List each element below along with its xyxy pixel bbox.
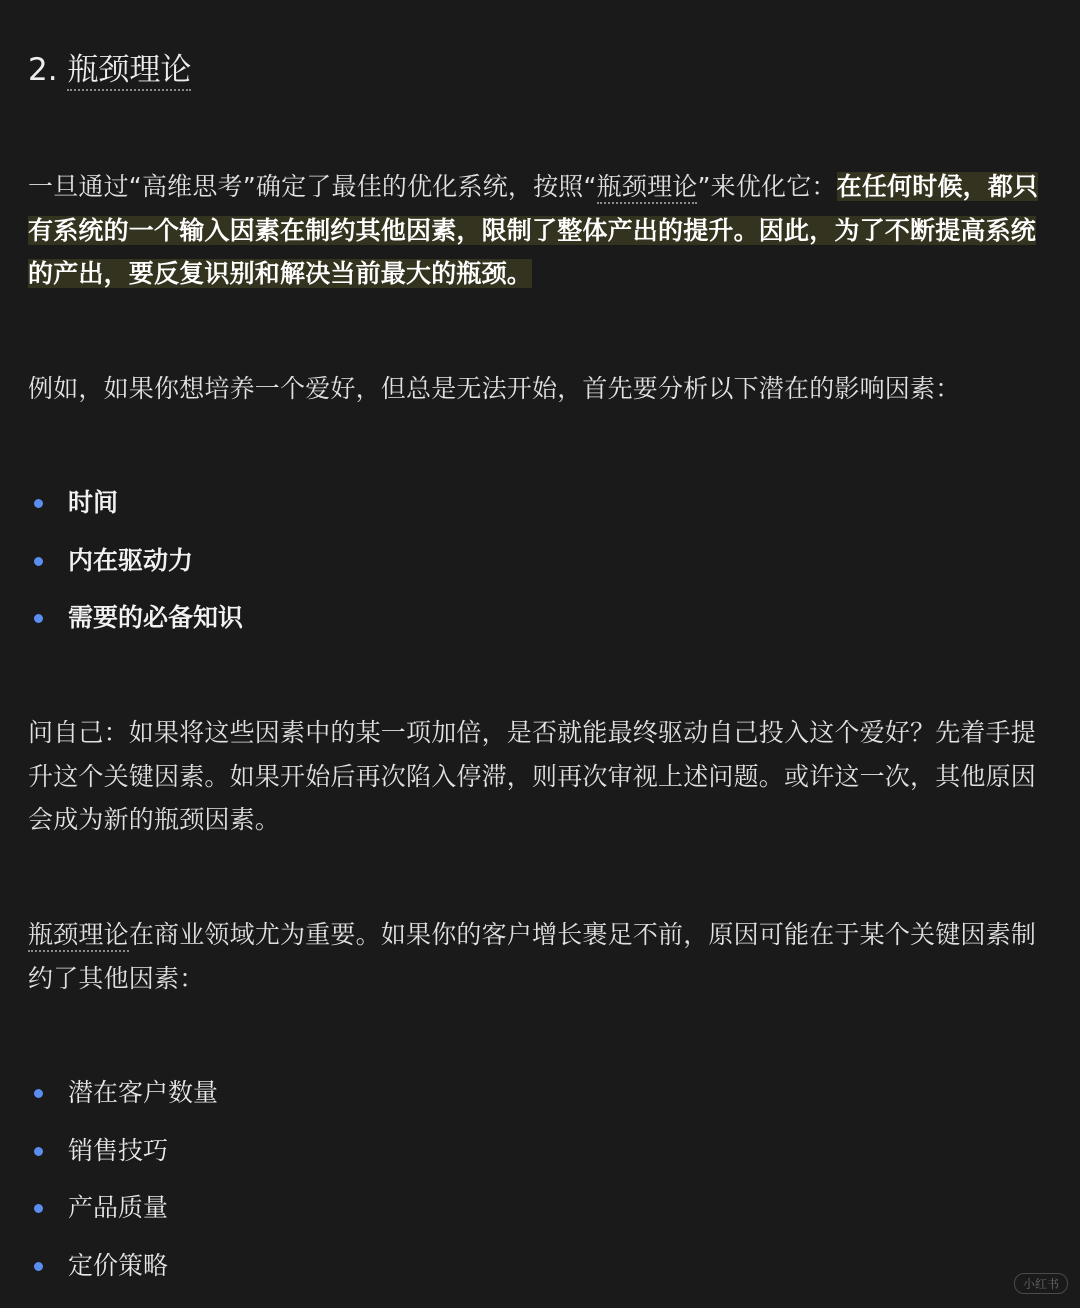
paragraph-text: 在商业领域尤为重要。如果你的客户增长裹足不前，原因可能在于某个关键因素制约了其他因素：	[28, 920, 1036, 993]
list-item: 内在驱动力	[28, 546, 243, 604]
bottleneck-theory-link[interactable]: 瓶颈理论	[597, 172, 698, 204]
factor-list-hobby	[28, 488, 243, 661]
list-item: 需要的必备知识	[28, 603, 243, 661]
bullet-icon	[34, 614, 43, 623]
bullet-icon	[34, 1204, 43, 1213]
list-item: 时间	[28, 488, 243, 546]
paragraph-bottleneck-definition	[28, 165, 1058, 296]
highlighted-text: 在任何时候，都只有系统的一个输入因素在制约其他因素，限制了整体产出的提升。因此，为了不断提高系统的产出，要反复识别和解决当前最大的瓶颈。	[28, 172, 1038, 288]
bullet-icon	[34, 1089, 43, 1098]
watermark-logo: 小红书	[1014, 1273, 1068, 1294]
bullet-icon	[34, 1147, 43, 1156]
paragraph-text: ”来优化它：	[697, 172, 836, 201]
list-item: 定价策略	[28, 1251, 218, 1308]
bullet-icon	[34, 557, 43, 566]
bullet-icon	[34, 1262, 43, 1271]
paragraph-text: 一旦通过“高维思考”确定了最佳的优化系统，按照“	[28, 172, 597, 201]
paragraph-business	[28, 913, 1058, 1000]
bottleneck-theory-link[interactable]: 瓶颈理论	[28, 920, 129, 952]
paragraph-example: 例如，如果你想培养一个爱好，但总是无法开始，首先要分析以下潜在的影响因素：	[28, 367, 1058, 411]
section-number: 2.	[28, 52, 67, 88]
bullet-icon	[34, 499, 43, 508]
paragraph-ask-yourself: 问自己：如果将这些因素中的某一项加倍，是否就能最终驱动自己投入这个爱好？先着手提升这个关键因素。如果开始后再次陷入停滞，则再次审视上述问题。或许这一次，其他原因会成为新的瓶颈因素。	[28, 711, 1058, 842]
factor-list-business	[28, 1078, 218, 1308]
list-item: 销售技巧	[28, 1136, 218, 1194]
section-heading	[28, 46, 191, 94]
list-item: 产品质量	[28, 1193, 218, 1251]
list-item: 潜在客户数量	[28, 1078, 218, 1136]
section-title-link[interactable]: 瓶颈理论	[67, 52, 191, 91]
